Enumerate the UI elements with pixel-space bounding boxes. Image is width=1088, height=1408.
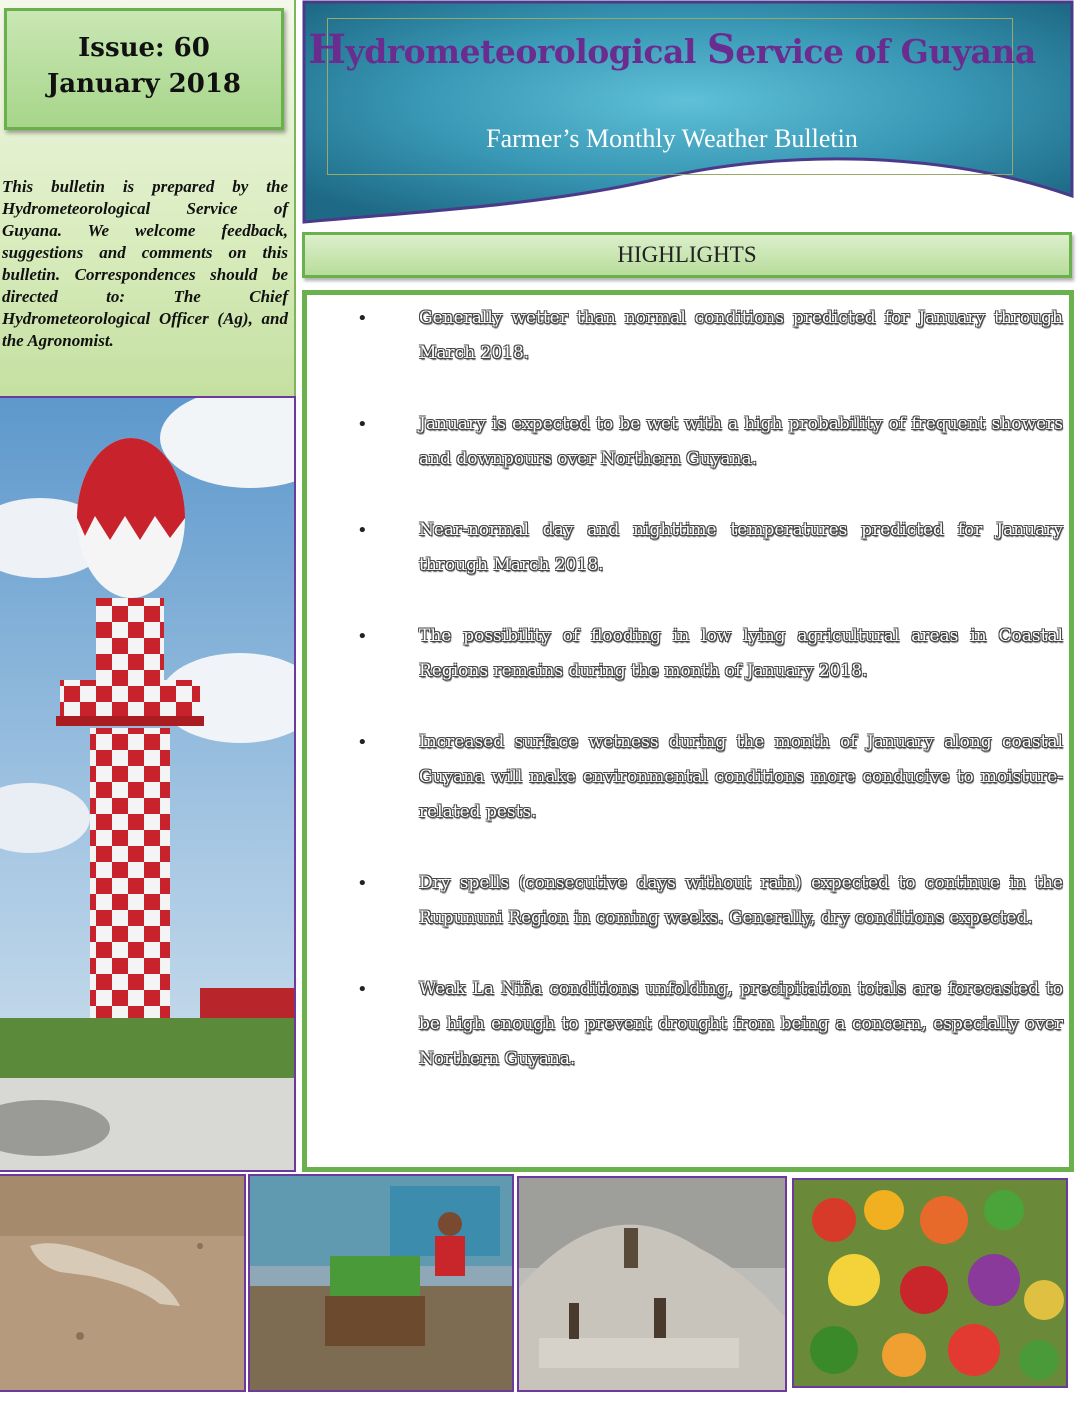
- dead-livestock-photo: [0, 1174, 246, 1392]
- radar-tower-photo: [0, 396, 296, 1172]
- bullet-icon: •: [357, 308, 368, 329]
- highlights-heading: HIGHLIGHTS: [302, 232, 1072, 278]
- highlight-text: January is expected to be wet with a high probability of frequent showers and downpours over Northern Guyana.: [419, 414, 1063, 469]
- bullet-icon: •: [357, 732, 368, 753]
- issue-box: [4, 8, 284, 130]
- issue-number: Issue: 60: [78, 33, 210, 63]
- bullet-icon: •: [357, 414, 368, 435]
- highlight-text: Dry spells (consecutive days without rain) expected to continue in the Rupununi Region in coming weeks. Generally, dry conditions expected.: [419, 873, 1063, 928]
- title-part-1: ydrometeorological: [345, 32, 707, 71]
- intro-text: This bulletin is prepared by the Hydrometeorological Service of Guyana. We welcome feedback, suggestions and comments on this bulletin. Correspondences should be directed to: The Chief Hydrometeorological Officer (Ag), and the Agronomist.: [2, 177, 288, 350]
- fruits-vegetables-photo: [792, 1178, 1068, 1388]
- title-part-2: ervice of Guyana: [735, 32, 1036, 71]
- highlight-text: Increased surface wetness during the month of January along coastal Guyana will make environmental conditions more conducive to moisture-related pests.: [419, 732, 1063, 822]
- page-title: [302, 26, 1042, 73]
- highlight-text: Near-normal day and nighttime temperatures predicted for January through March 2018.: [419, 520, 1063, 575]
- highlight-text: Weak La Niña conditions unfolding, precipitation totals are forecasted to be high enough to prevent drought from being a concern, especially over Northern Guyana.: [419, 979, 1063, 1069]
- sea-wall-waves-photo: [517, 1176, 787, 1392]
- highlight-text: Generally wetter than normal conditions predicted for January through March 2018.: [419, 308, 1063, 363]
- bullet-icon: •: [357, 873, 368, 894]
- title-initial-s: S: [706, 26, 736, 73]
- bullet-icon: •: [357, 626, 368, 647]
- highlights-box: [302, 290, 1074, 1172]
- bullet-icon: •: [357, 520, 368, 541]
- issue-date: January 2018: [46, 69, 242, 99]
- highlight-text: The possibility of flooding in low lying agricultural areas in Coastal Regions remains during the month of January 2018.: [419, 626, 1063, 681]
- title-initial-h: H: [308, 26, 346, 73]
- bullet-icon: •: [357, 979, 368, 1000]
- flooded-market-photo: [248, 1174, 514, 1392]
- bulletin-subtitle: Farmer’s Monthly Weather Bulletin: [486, 124, 858, 153]
